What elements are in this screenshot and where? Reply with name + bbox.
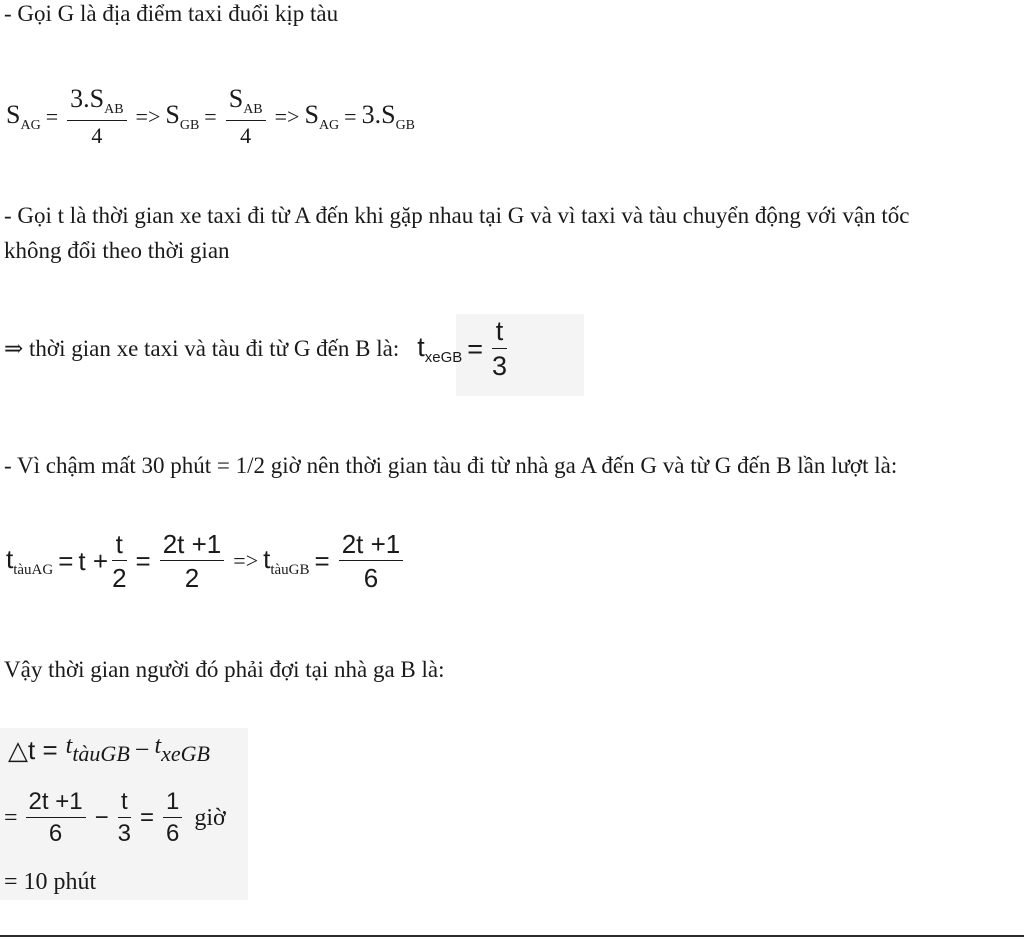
s-gb: $S_{GB}$ [165, 99, 200, 133]
fraction-1-6: $\frac{1}{6}$ [163, 790, 182, 846]
delta-t: △t = [8, 734, 58, 765]
s-ag-result: $S_{AG}$ [304, 99, 340, 133]
equals-sign: = [204, 103, 217, 129]
line-define-g: - Gọi G là địa điểm taxi đuổi kịp tàu [4, 1, 339, 26]
t-tau-gb-italic: ttàuGB [65, 733, 130, 766]
s-ag: $S_{AG}$ [6, 99, 41, 133]
fraction-3sab-4: $\frac{3.S_{AB}}{4}$ [67, 86, 126, 147]
t-tau-gb: $t_{tàuGB}$ [263, 543, 310, 578]
implies-arrow: => [274, 103, 300, 129]
equals-sign: = [58, 545, 74, 576]
equals-sign: = [4, 804, 18, 831]
equation-delta-t [8, 733, 210, 767]
t-tau-ag: $t_{tàuAG}$ [6, 543, 54, 578]
equation-difference [4, 790, 226, 846]
paragraph-define-t-line1: - Gọi t là thời gian xe taxi đi từ A đến khi gặp nhau tại G và vì taxi và tàu chuyển động với vận tốc [4, 203, 910, 228]
equals-sign: = [139, 804, 154, 831]
t-xe-gb-italic: txeGB [154, 733, 210, 766]
line-time-text: ⇒ thời gian xe taxi và tàu đi từ G đến B là: [4, 336, 400, 361]
line-delay: - Vì chậm mất 30 phút = 1/2 giờ nên thời gian tàu đi từ nhà ga A đến G và từ G đến B lần lượt là: [4, 453, 898, 478]
equals-sign: = [344, 103, 357, 129]
bottom-divider [0, 935, 1024, 937]
three-s-gb: $3.S_{GB}$ [361, 99, 416, 133]
equation-distances [6, 86, 415, 147]
equation-train-times [6, 531, 407, 591]
equals-sign: = [135, 545, 151, 576]
line-conclusion: Vậy thời gian người đó phải đợi tại nhà ga B là: [4, 657, 445, 682]
unit-hour: giờ [194, 804, 226, 831]
t-plus: t + [78, 545, 109, 576]
equals-sign: = [45, 103, 59, 129]
minus-sign: − [94, 804, 109, 831]
implies-arrow: => [135, 103, 161, 129]
fraction-t-3: $\frac{t}{3}$ [117, 788, 131, 847]
equation-ten-minutes: = 10 phút [4, 869, 97, 895]
paragraph-define-t-line2: không đổi theo thời gian [4, 238, 230, 263]
implies-arrow: => [233, 548, 259, 573]
fraction-2t1-6: $\frac{2t +1}{6}$ [26, 790, 86, 846]
minus-sign: − [134, 735, 150, 764]
fraction-t-2: $\frac{t}{2}$ [112, 529, 127, 593]
equals-sign: = [314, 545, 330, 576]
line-time-g-to-b [4, 318, 511, 380]
equals-sign: = [467, 333, 484, 364]
t-xegb: $t_{xeGB}$ [417, 332, 463, 366]
fraction-2t1-2: $\frac{2t +1}{2}$ [160, 531, 225, 591]
fraction-sab-4: $\frac{S_{AB}}{4}$ [226, 86, 266, 147]
fraction-t-3: $\frac{t}{3}$ [492, 316, 508, 381]
fraction-2t1-6: $\frac{2t +1}{6}$ [339, 531, 404, 591]
